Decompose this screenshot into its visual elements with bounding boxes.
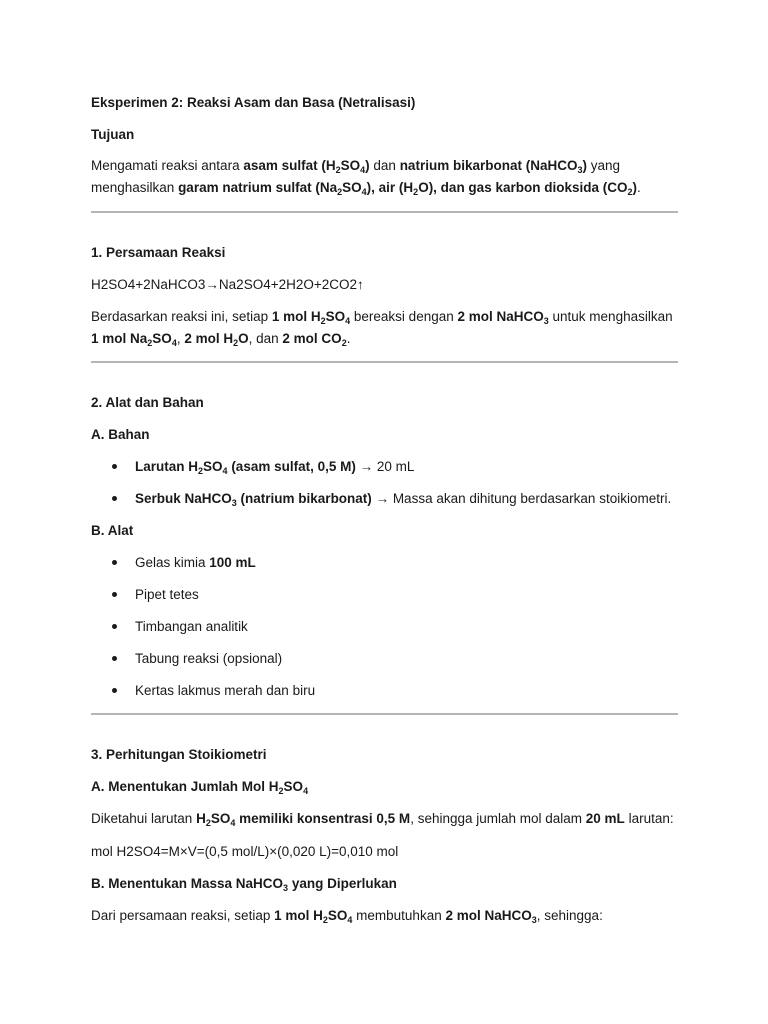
bullet [112,560,117,565]
mol-formula: mol H2SO4=M×V=(0,5 mol/L)×(0,020 L)=0,010 mol [91,844,399,859]
list-item: Timbangan analitik [135,619,248,634]
list-item: Larutan $H_2SO_4$ (asam sulfat, 0,5 M) → 20 mL [135,459,415,476]
subsection-b-paragraph: Dari persamaan reaksi, setiap 1 mol $H_2SO_4$ membutuhkan 2 mol NaHCO$_3$, sehingga: [91,908,603,925]
bullet [112,464,117,469]
subsection-a-paragraph: Diketahui larutan $H_2SO_4$ memiliki konsentrasi 0,5 M, sehingga jumlah mol dalam 20 mL larutan: [91,811,674,828]
section-1-paragraph: Berdasarkan reaksi ini, setiap 1 mol $H_2SO_4$ bereaksi dengan 2 mol NaHCO$_3$ untuk menghasilkan 1 mol $Na_2SO_4$, 2 mol $H_2O$, dan 2 mol $CO_2$. [91,309,673,348]
tujuan-heading: Tujuan [91,127,135,142]
list-item: Tabung reaksi (opsional) [135,651,283,666]
bullet [112,656,117,661]
list-item: Serbuk NaHCO$_3$ (natrium bikarbonat) → Massa akan dihitung berdasarkan stoikiometri. [135,491,672,508]
bullet [112,624,117,629]
subsection-a-heading: A. Menentukan Jumlah Mol $H_2SO_4$ [91,779,309,796]
section-2-heading: 2. Alat dan Bahan [91,395,204,410]
list-item: Pipet tetes [135,587,199,602]
subsection-b-heading: B. Menentukan Massa NaHCO$_3$ yang Diperlukan [91,876,397,893]
section-3-heading: 3. Perhitungan Stoikiometri [91,747,267,762]
section-1-heading: 1. Persamaan Reaksi [91,245,226,260]
list-item: Kertas lakmus merah dan biru [135,683,316,698]
tujuan-paragraph: Mengamati reaksi antara asam sulfat $(H_2SO_4)$ dan natrium bikarbonat (NaHCO$_3$) yang menghasilkan garam natrium sulfat $(Na_2SO_4)$, air $(H_2O)$, dan gas karbon dioksida $(CO_2)$. [91,158,641,197]
document-title: Eksperimen 2: Reaksi Asam dan Basa (Netralisasi) [91,95,416,110]
alat-heading: B. Alat [91,523,134,538]
divider [91,713,678,715]
divider [91,211,678,213]
bahan-heading: A. Bahan [91,427,150,442]
bullet [112,496,117,501]
reaction-equation: H2SO4+2NaHCO3→Na2SO4+2H2O+2CO2↑ [91,277,364,292]
bullet [112,592,117,597]
list-item: Gelas kimia 100 mL [135,555,256,570]
bullet [112,688,117,693]
divider [91,361,678,363]
